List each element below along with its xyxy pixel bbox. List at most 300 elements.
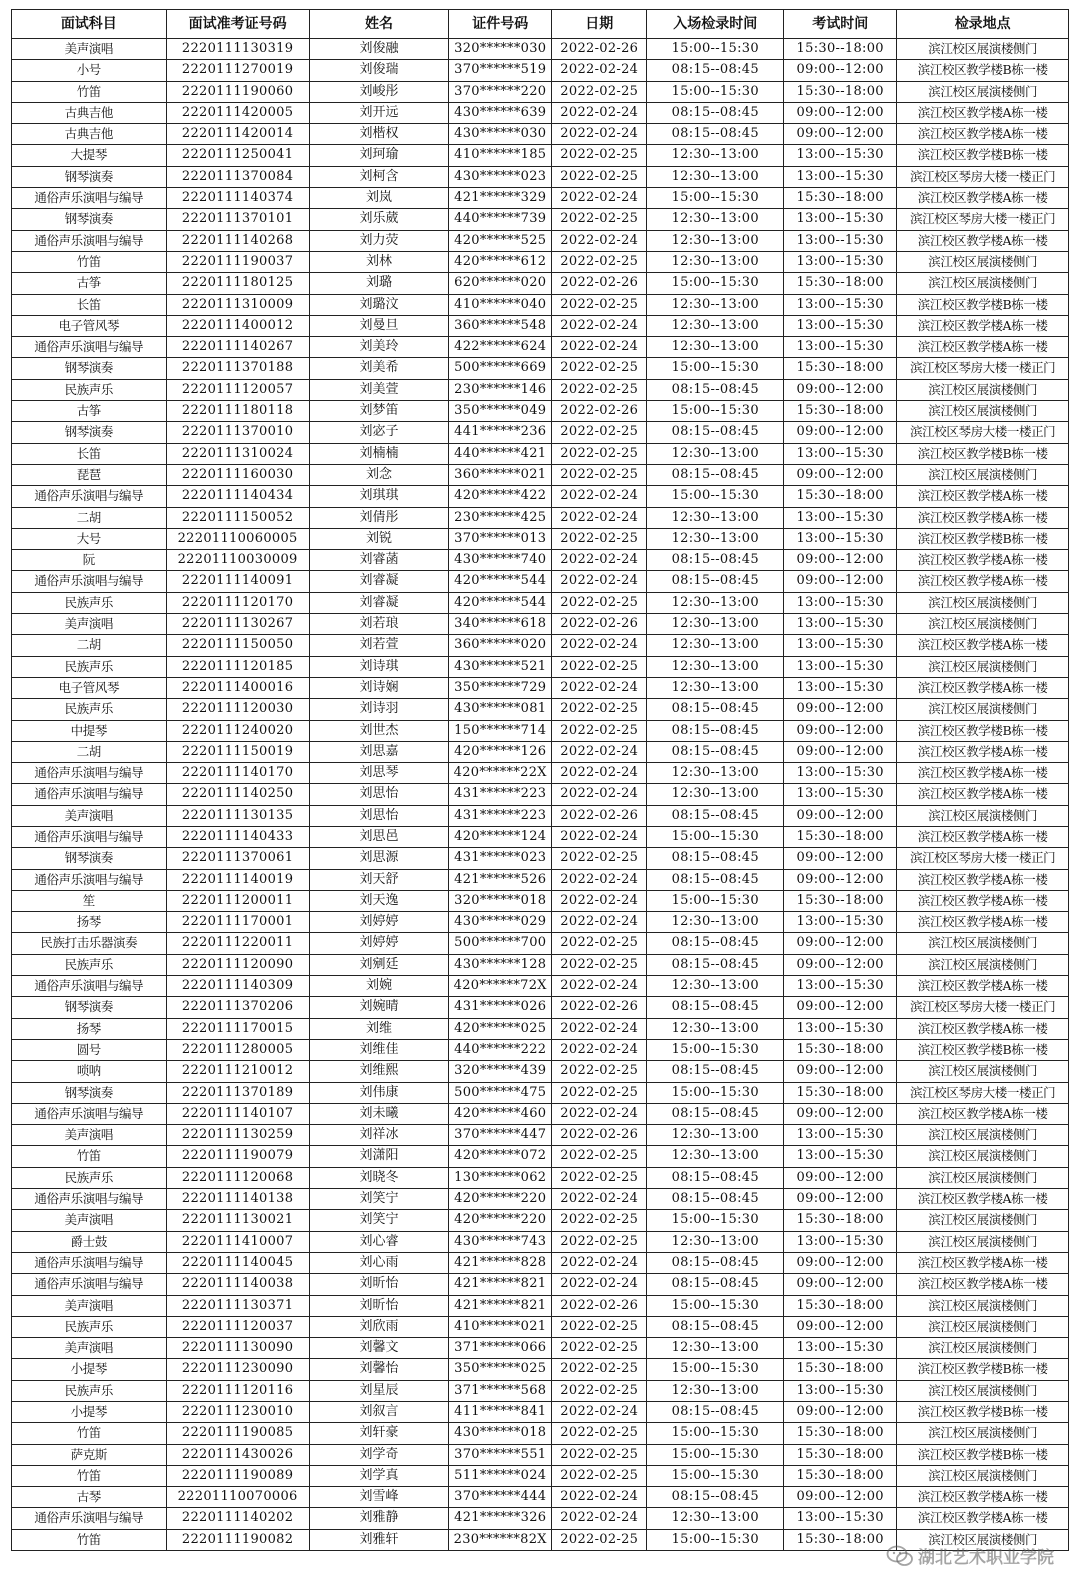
cell-date: 2022-02-25 (552, 1061, 647, 1082)
cell-checkin-time: 15:00--15:30 (647, 1444, 784, 1465)
cell-subject: 长笛 (12, 443, 167, 464)
cell-name: 刘思嘉 (309, 741, 449, 762)
table-row (12, 1210, 1069, 1231)
cell-subject: 长笛 (12, 294, 167, 315)
cell-subject: 琵琶 (12, 464, 167, 485)
cell-subject: 钢琴演奏 (12, 358, 167, 379)
table-row (12, 1167, 1069, 1188)
cell-date: 2022-02-25 (552, 848, 647, 869)
cell-admission-number: 2220111180125 (166, 273, 309, 294)
cell-admission-number: 2220111130090 (166, 1338, 309, 1359)
cell-subject: 钢琴演奏 (12, 209, 167, 230)
cell-admission-number: 2220111400016 (166, 677, 309, 698)
cell-name: 刘念 (309, 464, 449, 485)
table-row (12, 1338, 1069, 1359)
cell-subject: 爵士鼓 (12, 1231, 167, 1252)
cell-date: 2022-02-24 (552, 486, 647, 507)
cell-name: 刘世杰 (309, 720, 449, 741)
cell-name: 刘思源 (309, 848, 449, 869)
cell-admission-number: 2220111130135 (166, 805, 309, 826)
cell-admission-number: 2220111150050 (166, 635, 309, 656)
cell-id-number: 420******525 (449, 230, 552, 251)
cell-checkin-time: 12:30--13:00 (647, 166, 784, 187)
cell-exam-time: 09:00--12:00 (784, 1189, 897, 1210)
cell-checkin-time: 08:15--08:45 (647, 1189, 784, 1210)
cell-checkin-time: 15:00--15:30 (647, 890, 784, 911)
cell-date: 2022-02-25 (552, 251, 647, 272)
cell-exam-time: 13:00--15:30 (784, 784, 897, 805)
cell-subject: 民族声乐 (12, 954, 167, 975)
cell-checkin-time: 08:15--08:45 (647, 997, 784, 1018)
cell-checkin-time: 12:30--13:00 (647, 1125, 784, 1146)
cell-date: 2022-02-25 (552, 1380, 647, 1401)
cell-date: 2022-02-24 (552, 1039, 647, 1060)
cell-subject: 通俗声乐演唱与编导 (12, 571, 167, 592)
cell-subject: 钢琴演奏 (12, 848, 167, 869)
cell-checkin-time: 08:15--08:45 (647, 1167, 784, 1188)
cell-exam-time: 13:00--15:30 (784, 294, 897, 315)
cell-checkin-time: 08:15--08:45 (647, 933, 784, 954)
cell-checkin-time: 08:15--08:45 (647, 848, 784, 869)
cell-checkin-time: 08:15--08:45 (647, 571, 784, 592)
cell-id-number: 430******639 (449, 102, 552, 123)
cell-checkin-time: 12:30--13:00 (647, 614, 784, 635)
cell-checkin-location: 滨江校区教学楼A栋一楼 (897, 486, 1069, 507)
cell-exam-time: 15:30--18:00 (784, 358, 897, 379)
cell-name: 刘雪峰 (309, 1487, 449, 1508)
table-row (12, 890, 1069, 911)
cell-date: 2022-02-25 (552, 422, 647, 443)
cell-subject: 美声演唱 (12, 39, 167, 60)
cell-checkin-time: 08:15--08:45 (647, 741, 784, 762)
cell-id-number: 420******422 (449, 486, 552, 507)
cell-date: 2022-02-24 (552, 1103, 647, 1124)
cell-name: 刘笑宁 (309, 1210, 449, 1231)
cell-id-number: 320******018 (449, 890, 552, 911)
cell-checkin-location: 滨江校区展演楼侧门 (897, 379, 1069, 400)
cell-date: 2022-02-25 (552, 209, 647, 230)
table-row (12, 1316, 1069, 1337)
cell-id-number: 430******018 (449, 1423, 552, 1444)
cell-id-number: 431******023 (449, 848, 552, 869)
header-name: 姓名 (309, 10, 449, 39)
cell-id-number: 410******021 (449, 1316, 552, 1337)
cell-checkin-time: 08:15--08:45 (647, 379, 784, 400)
cell-subject: 美声演唱 (12, 1295, 167, 1316)
cell-name: 刘璐 (309, 273, 449, 294)
cell-checkin-time: 08:15--08:45 (647, 720, 784, 741)
cell-checkin-time: 15:00--15:30 (647, 1529, 784, 1550)
cell-admission-number: 2220111230010 (166, 1402, 309, 1423)
cell-subject: 美声演唱 (12, 1210, 167, 1231)
cell-checkin-time: 12:30--13:00 (647, 784, 784, 805)
header-id-number: 证件号码 (449, 10, 552, 39)
cell-exam-time: 09:00--12:00 (784, 102, 897, 123)
cell-checkin-location: 滨江校区教学楼A栋一楼 (897, 1487, 1069, 1508)
cell-admission-number: 2220111190082 (166, 1529, 309, 1550)
cell-subject: 古典吉他 (12, 124, 167, 145)
cell-exam-time: 15:30--18:00 (784, 1529, 897, 1550)
cell-admission-number: 2220111370206 (166, 997, 309, 1018)
cell-id-number: 370******519 (449, 60, 552, 81)
table-row (12, 528, 1069, 549)
cell-subject: 通俗声乐演唱与编导 (12, 486, 167, 507)
cell-checkin-location: 滨江校区教学楼A栋一楼 (897, 507, 1069, 528)
cell-name: 刘思怡 (309, 784, 449, 805)
cell-name: 刘维佳 (309, 1039, 449, 1060)
cell-checkin-time: 08:15--08:45 (647, 422, 784, 443)
cell-admission-number: 2220111130021 (166, 1210, 309, 1231)
cell-exam-time: 15:30--18:00 (784, 81, 897, 102)
cell-subject: 二胡 (12, 507, 167, 528)
cell-admission-number: 2220111180118 (166, 401, 309, 422)
cell-exam-time: 15:30--18:00 (784, 401, 897, 422)
cell-subject: 竹笛 (12, 81, 167, 102)
cell-exam-time: 09:00--12:00 (784, 805, 897, 826)
cell-name: 刘心睿 (309, 1231, 449, 1252)
cell-id-number: 420******544 (449, 571, 552, 592)
cell-subject: 古典吉他 (12, 102, 167, 123)
cell-admission-number: 22201110060005 (166, 528, 309, 549)
cell-name: 刘睿凝 (309, 571, 449, 592)
cell-name: 刘美萱 (309, 379, 449, 400)
cell-checkin-location: 滨江校区教学楼A栋一楼 (897, 1103, 1069, 1124)
cell-exam-time: 13:00--15:30 (784, 315, 897, 336)
cell-name: 刘睿凝 (309, 592, 449, 613)
header-checkin-time: 入场检录时间 (647, 10, 784, 39)
cell-admission-number: 2220111130371 (166, 1295, 309, 1316)
cell-id-number: 430******128 (449, 954, 552, 975)
cell-date: 2022-02-26 (552, 401, 647, 422)
cell-checkin-location: 滨江校区教学楼A栋一楼 (897, 230, 1069, 251)
cell-checkin-time: 08:15--08:45 (647, 805, 784, 826)
table-row (12, 869, 1069, 890)
cell-exam-time: 15:30--18:00 (784, 1210, 897, 1231)
cell-exam-time: 09:00--12:00 (784, 741, 897, 762)
cell-id-number: 420******025 (449, 1018, 552, 1039)
cell-exam-time: 15:30--18:00 (784, 39, 897, 60)
cell-id-number: 420******544 (449, 592, 552, 613)
cell-id-number: 430******030 (449, 124, 552, 145)
cell-checkin-location: 滨江校区展演楼侧门 (897, 251, 1069, 272)
table-row (12, 422, 1069, 443)
cell-name: 刘欣雨 (309, 1316, 449, 1337)
cell-checkin-location: 滨江校区教学楼A栋一楼 (897, 635, 1069, 656)
cell-name: 刘维熙 (309, 1061, 449, 1082)
cell-exam-time: 13:00--15:30 (784, 592, 897, 613)
cell-admission-number: 22201110070006 (166, 1487, 309, 1508)
cell-name: 刘诗娴 (309, 677, 449, 698)
cell-date: 2022-02-25 (552, 1359, 647, 1380)
cell-checkin-location: 滨江校区展演楼侧门 (897, 1423, 1069, 1444)
cell-admission-number: 2220111140309 (166, 976, 309, 997)
header-checkin-location: 检录地点 (897, 10, 1069, 39)
table-row (12, 337, 1069, 358)
cell-admission-number: 2220111370010 (166, 422, 309, 443)
cell-subject: 民族声乐 (12, 1167, 167, 1188)
cell-checkin-location: 滨江校区展演楼侧门 (897, 1146, 1069, 1167)
table-row (12, 592, 1069, 613)
cell-subject: 通俗声乐演唱与编导 (12, 1508, 167, 1529)
cell-exam-time: 15:30--18:00 (784, 890, 897, 911)
cell-exam-time: 13:00--15:30 (784, 976, 897, 997)
cell-checkin-time: 12:30--13:00 (647, 1018, 784, 1039)
cell-id-number: 431******026 (449, 997, 552, 1018)
cell-exam-time: 13:00--15:30 (784, 209, 897, 230)
cell-date: 2022-02-26 (552, 614, 647, 635)
cell-exam-time: 09:00--12:00 (784, 848, 897, 869)
cell-exam-time: 09:00--12:00 (784, 1252, 897, 1273)
cell-admission-number: 2220111120057 (166, 379, 309, 400)
cell-checkin-location: 滨江校区教学楼A栋一楼 (897, 677, 1069, 698)
cell-admission-number: 2220111140268 (166, 230, 309, 251)
cell-date: 2022-02-25 (552, 1465, 647, 1486)
table-row (12, 1039, 1069, 1060)
cell-id-number: 411******841 (449, 1402, 552, 1423)
cell-subject: 萨克斯 (12, 1444, 167, 1465)
cell-checkin-location: 滨江校区展演楼侧门 (897, 273, 1069, 294)
cell-admission-number: 2220111120090 (166, 954, 309, 975)
cell-exam-time: 09:00--12:00 (784, 1061, 897, 1082)
cell-exam-time: 15:30--18:00 (784, 826, 897, 847)
cell-date: 2022-02-24 (552, 784, 647, 805)
cell-checkin-location: 滨江校区教学楼A栋一楼 (897, 869, 1069, 890)
cell-date: 2022-02-26 (552, 39, 647, 60)
cell-id-number: 370******444 (449, 1487, 552, 1508)
cell-subject: 通俗声乐演唱与编导 (12, 826, 167, 847)
exam-schedule-table (11, 9, 1069, 1551)
cell-subject: 二胡 (12, 635, 167, 656)
table-row (12, 720, 1069, 741)
cell-admission-number: 2220111140374 (166, 188, 309, 209)
cell-admission-number: 2220111140091 (166, 571, 309, 592)
cell-exam-time: 09:00--12:00 (784, 60, 897, 81)
cell-subject: 通俗声乐演唱与编导 (12, 976, 167, 997)
cell-name: 刘轩豪 (309, 1423, 449, 1444)
cell-date: 2022-02-26 (552, 1295, 647, 1316)
table-row (12, 1487, 1069, 1508)
cell-name: 刘梦笛 (309, 401, 449, 422)
cell-subject: 通俗声乐演唱与编导 (12, 230, 167, 251)
cell-checkin-time: 15:00--15:30 (647, 81, 784, 102)
cell-checkin-location: 滨江校区教学楼B栋一楼 (897, 1359, 1069, 1380)
cell-id-number: 420******126 (449, 741, 552, 762)
cell-id-number: 370******220 (449, 81, 552, 102)
cell-date: 2022-02-25 (552, 1529, 647, 1550)
cell-subject: 民族声乐 (12, 699, 167, 720)
cell-date: 2022-02-24 (552, 337, 647, 358)
cell-checkin-time: 12:30--13:00 (647, 677, 784, 698)
cell-subject: 通俗声乐演唱与编导 (12, 337, 167, 358)
cell-admission-number: 2220111190037 (166, 251, 309, 272)
cell-subject: 古琴 (12, 1487, 167, 1508)
cell-exam-time: 09:00--12:00 (784, 422, 897, 443)
cell-admission-number: 2220111140170 (166, 763, 309, 784)
cell-date: 2022-02-24 (552, 741, 647, 762)
cell-date: 2022-02-26 (552, 997, 647, 1018)
cell-admission-number: 2220111420005 (166, 102, 309, 123)
cell-checkin-time: 12:30--13:00 (647, 315, 784, 336)
cell-checkin-location: 滨江校区琴房大楼一楼正门 (897, 422, 1069, 443)
cell-exam-time: 09:00--12:00 (784, 1487, 897, 1508)
cell-id-number: 430******029 (449, 912, 552, 933)
table-row (12, 784, 1069, 805)
cell-checkin-location: 滨江校区教学楼B栋一楼 (897, 294, 1069, 315)
cell-date: 2022-02-24 (552, 869, 647, 890)
cell-admission-number: 2220111140038 (166, 1274, 309, 1295)
cell-exam-time: 09:00--12:00 (784, 571, 897, 592)
cell-checkin-time: 12:30--13:00 (647, 1338, 784, 1359)
table-row (12, 1018, 1069, 1039)
cell-admission-number: 2220111140107 (166, 1103, 309, 1124)
cell-checkin-time: 08:15--08:45 (647, 1274, 784, 1295)
cell-checkin-time: 08:15--08:45 (647, 1487, 784, 1508)
header-subject: 面试科目 (12, 10, 167, 39)
cell-id-number: 430******023 (449, 166, 552, 187)
cell-exam-time: 09:00--12:00 (784, 464, 897, 485)
cell-date: 2022-02-25 (552, 1146, 647, 1167)
cell-subject: 电子管风琴 (12, 315, 167, 336)
cell-checkin-time: 12:30--13:00 (647, 592, 784, 613)
cell-checkin-time: 12:30--13:00 (647, 763, 784, 784)
cell-subject: 通俗声乐演唱与编导 (12, 869, 167, 890)
header-admission-number: 面试准考证号码 (166, 10, 309, 39)
cell-date: 2022-02-25 (552, 1316, 647, 1337)
cell-id-number: 150******714 (449, 720, 552, 741)
table-row (12, 677, 1069, 698)
cell-date: 2022-02-25 (552, 81, 647, 102)
cell-subject: 古筝 (12, 273, 167, 294)
cell-checkin-time: 12:30--13:00 (647, 294, 784, 315)
cell-admission-number: 2220111310024 (166, 443, 309, 464)
cell-checkin-time: 08:15--08:45 (647, 1061, 784, 1082)
cell-date: 2022-02-26 (552, 805, 647, 826)
cell-subject: 圆号 (12, 1039, 167, 1060)
cell-name: 刘美希 (309, 358, 449, 379)
table-row (12, 1274, 1069, 1295)
cell-exam-time: 13:00--15:30 (784, 337, 897, 358)
table-row (12, 81, 1069, 102)
cell-id-number: 410******185 (449, 145, 552, 166)
cell-id-number: 360******548 (449, 315, 552, 336)
cell-name: 刘俊融 (309, 39, 449, 60)
cell-id-number: 371******568 (449, 1380, 552, 1401)
table-row (12, 1189, 1069, 1210)
cell-admission-number: 2220111430026 (166, 1444, 309, 1465)
cell-name: 刘楠楠 (309, 443, 449, 464)
cell-subject: 民族声乐 (12, 592, 167, 613)
cell-checkin-time: 12:30--13:00 (647, 230, 784, 251)
cell-date: 2022-02-24 (552, 188, 647, 209)
cell-checkin-location: 滨江校区展演楼侧门 (897, 1125, 1069, 1146)
cell-checkin-location: 滨江校区琴房大楼一楼正门 (897, 997, 1069, 1018)
cell-name: 刘岚 (309, 188, 449, 209)
cell-checkin-time: 15:00--15:30 (647, 273, 784, 294)
cell-admission-number: 2220111120037 (166, 1316, 309, 1337)
cell-admission-number: 2220111190089 (166, 1465, 309, 1486)
header-exam-time: 考试时间 (784, 10, 897, 39)
cell-exam-time: 13:00--15:30 (784, 1125, 897, 1146)
cell-admission-number: 2220111130267 (166, 614, 309, 635)
table-row (12, 188, 1069, 209)
cell-checkin-location: 滨江校区教学楼A栋一楼 (897, 1252, 1069, 1273)
cell-name: 刘俊瑞 (309, 60, 449, 81)
cell-subject: 通俗声乐演唱与编导 (12, 784, 167, 805)
cell-checkin-time: 12:30--13:00 (647, 1380, 784, 1401)
table-row (12, 933, 1069, 954)
cell-date: 2022-02-24 (552, 550, 647, 571)
cell-checkin-time: 12:30--13:00 (647, 1508, 784, 1529)
cell-date: 2022-02-26 (552, 1125, 647, 1146)
cell-checkin-location: 滨江校区教学楼A栋一楼 (897, 102, 1069, 123)
cell-admission-number: 2220111150052 (166, 507, 309, 528)
cell-id-number: 130******062 (449, 1167, 552, 1188)
cell-checkin-location: 滨江校区展演楼侧门 (897, 805, 1069, 826)
cell-checkin-time: 15:00--15:30 (647, 1465, 784, 1486)
cell-id-number: 420******72X (449, 976, 552, 997)
cell-subject: 钢琴演奏 (12, 1082, 167, 1103)
table-row (12, 315, 1069, 336)
cell-date: 2022-02-25 (552, 166, 647, 187)
cell-exam-time: 15:30--18:00 (784, 1444, 897, 1465)
cell-date: 2022-02-24 (552, 976, 647, 997)
cell-name: 刘宓子 (309, 422, 449, 443)
cell-date: 2022-02-24 (552, 124, 647, 145)
cell-subject: 中提琴 (12, 720, 167, 741)
cell-checkin-location: 滨江校区教学楼A栋一楼 (897, 1189, 1069, 1210)
cell-exam-time: 15:30--18:00 (784, 188, 897, 209)
cell-subject: 竹笛 (12, 1529, 167, 1550)
cell-admission-number: 2220111130259 (166, 1125, 309, 1146)
cell-name: 刘若萱 (309, 635, 449, 656)
cell-name: 刘叙言 (309, 1402, 449, 1423)
cell-checkin-location: 滨江校区教学楼A栋一楼 (897, 1508, 1069, 1529)
cell-name: 刘思怡 (309, 805, 449, 826)
header-date: 日期 (552, 10, 647, 39)
cell-admission-number: 2220111220011 (166, 933, 309, 954)
cell-subject: 民族声乐 (12, 1380, 167, 1401)
cell-id-number: 420******22X (449, 763, 552, 784)
cell-subject: 小号 (12, 60, 167, 81)
cell-date: 2022-02-24 (552, 571, 647, 592)
cell-exam-time: 09:00--12:00 (784, 379, 897, 400)
cell-checkin-location: 滨江校区展演楼侧门 (897, 1231, 1069, 1252)
cell-checkin-time: 15:00--15:30 (647, 1082, 784, 1103)
cell-checkin-location: 滨江校区琴房大楼一楼正门 (897, 209, 1069, 230)
exam-schedule-sheet (11, 9, 1069, 1551)
cell-checkin-location: 滨江校区教学楼A栋一楼 (897, 741, 1069, 762)
cell-subject: 通俗声乐演唱与编导 (12, 1252, 167, 1273)
cell-name: 刘柯含 (309, 166, 449, 187)
cell-admission-number: 2220111130319 (166, 39, 309, 60)
cell-admission-number: 2220111200011 (166, 890, 309, 911)
cell-date: 2022-02-24 (552, 230, 647, 251)
table-row (12, 1402, 1069, 1423)
cell-exam-time: 09:00--12:00 (784, 933, 897, 954)
table-row (12, 379, 1069, 400)
cell-id-number: 350******049 (449, 401, 552, 422)
cell-admission-number: 2220111190079 (166, 1146, 309, 1167)
cell-id-number: 420******460 (449, 1103, 552, 1124)
cell-id-number: 410******040 (449, 294, 552, 315)
cell-date: 2022-02-25 (552, 699, 647, 720)
table-row (12, 1359, 1069, 1380)
cell-name: 刘诗琪 (309, 656, 449, 677)
cell-name: 刘晓冬 (309, 1167, 449, 1188)
cell-name: 刘心雨 (309, 1252, 449, 1273)
cell-admission-number: 2220111270019 (166, 60, 309, 81)
cell-exam-time: 09:00--12:00 (784, 550, 897, 571)
